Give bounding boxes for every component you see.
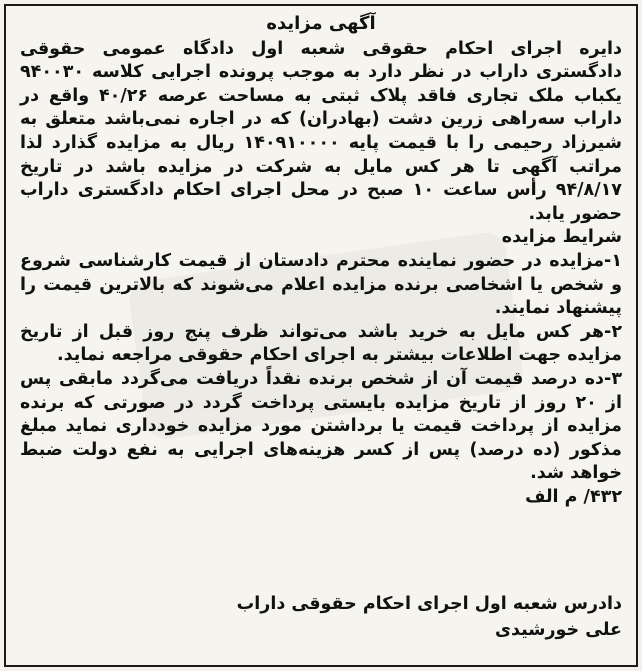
- reference-number: ۴۳۲/ م الف: [525, 486, 622, 507]
- notice-title: آگهی مزایده: [266, 13, 376, 34]
- notice-content: [20, 12, 622, 509]
- condition-item-1: ۱-مزایده در حضور نماینده محترم دادستان از قیمت کارشناسی شروع و شخص یا اشخاصی برنده مزایده اعلام می‌شوند که بالاترین قیمت را پیشنهاد نمایند.: [20, 250, 622, 319]
- condition-item-3: ۳-ده درصد قیمت آن از شخص برنده نقداً دریافت می‌گردد مابقی پس از ۲۰ روز از تاریخ مزایده بایستی پرداخت گردد در صورتی که برنده مزایده از پرداخت قیمت یا برداشتن مورد مزایده خودداری نماید مبلغ مذکور (ده درصد) پس از کسر هزینه‌های اجرایی به نفع دولت ضبط خواهد شد.: [20, 368, 622, 484]
- notice-body: دایره اجرای احکام حقوقی شعبه اول دادگاه عمومی حقوقی دادگستری داراب در نظر دارد به موجب پرونده اجرایی کلاسه ۹۴۰۰۳۰ یکباب ملک تجاری فاقد پلاک ثبتی به مساحت عرصه ۴۰/۲۶ واقع در داراب سه‌راهی زرین دشت (بهادران) که در اجاره نمی‌باشد متعلق به شیرزاد رحیمی را با قیمت پایه ۱۴۰۹۱۰۰۰۰ ریال به مزایده گذارد لذا مراتب آگهی تا هر کس مایل به شرکت در مزایده باشد در تاریخ ۹۴/۸/۱۷ رأس ساعت ۱۰ صبح در محل اجرای احکام دادگستری داراب حضور یابد.: [20, 38, 623, 224]
- signature-block: [237, 591, 622, 643]
- conditions-heading: شرایط مزایده: [501, 227, 622, 248]
- signature-title: دادرس شعبه اول اجرای احکام حقوقی داراب: [236, 594, 622, 614]
- signature-name: علی خورشیدی: [494, 620, 622, 640]
- notice-frame: [4, 4, 638, 667]
- condition-item-2: ۲-هر کس مایل به خرید باشد می‌تواند ظرف پنج روز قبل از تاریخ مزایده جهت اطلاعات بیشتر به اجرای احکام حقوقی مراجعه نماید.: [20, 321, 622, 366]
